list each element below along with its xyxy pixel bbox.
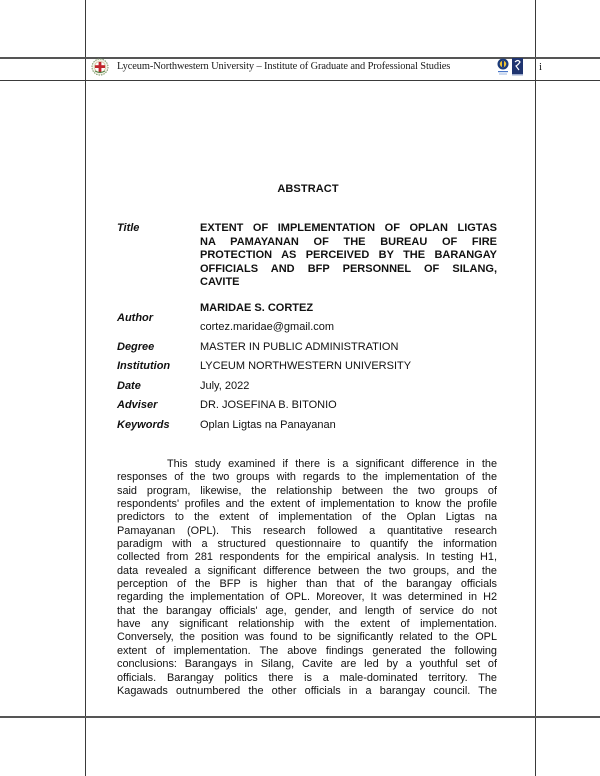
keywords-value: Oplan Ligtas na Panayanan [200, 419, 336, 431]
body-line: Kagawads outnumbered the other officials in a barangay council. The [117, 684, 497, 697]
institution-value: LYCEUM NORTHWESTERN UNIVERSITY [200, 360, 412, 372]
title-line: CAVITE [200, 276, 240, 289]
left-margin-line [85, 0, 86, 776]
body-line: regarding the implementation of OPL. Moreover, It was determined in H2 [117, 591, 497, 604]
page-number: i [539, 61, 543, 73]
header-logos [497, 57, 525, 77]
body-line: paradigm with a structured questionnaire to quantify the information [117, 538, 497, 551]
author-label: Author [117, 312, 154, 324]
footer-line [0, 716, 600, 718]
title-label: Title [117, 222, 140, 234]
body-line: Conversely, the position was found to be significantly related to the OPL [117, 631, 497, 644]
body-line: respondents' profiles and the extent of implementation to know the profile [117, 498, 497, 511]
date-value: July, 2022 [200, 380, 250, 392]
abstract-heading: ABSTRACT [277, 183, 339, 195]
date-label: Date [117, 380, 141, 392]
body-line: predictors to the extent of implementation of the Oplan Ligtas na [117, 511, 497, 524]
degree-label: Degree [117, 341, 155, 353]
body-line: officials. Barangay politics there is a male-dominated territory. The [117, 671, 497, 684]
body-line: responses of the two groups with regards to the implementation of the [117, 471, 497, 484]
body-line: This study examined if there is a significant difference in the [167, 458, 497, 470]
accreditation-badge-icon [512, 58, 523, 76]
title-line: EXTENT OF IMPLEMENTATION OF OPLAN LIGTAS [200, 222, 497, 234]
adviser-label: Adviser [117, 399, 158, 411]
header-bottom-line [0, 80, 600, 81]
body-line: perception of the BFP is higher than that of the barangay officials [117, 578, 497, 591]
title-line: PROTECTION AS PERCEIVED BY THE BARANGAY [200, 249, 497, 262]
author-email: cortez.maridae@gmail.com [200, 321, 335, 333]
abstract-body [117, 458, 497, 698]
title-line: NA PAMAYANAN OF THE BUREAU OF FIRE [200, 235, 497, 248]
author-name: MARIDAE S. CORTEZ [200, 302, 314, 314]
thesis-title [200, 222, 497, 290]
body-line: extent of implementation. The above findings generated the following [117, 644, 497, 657]
title-line: OFFICIALS AND BFP PERSONNEL OF SILANG, [200, 262, 497, 275]
institute-logo-icon [498, 59, 509, 75]
keywords-label: Keywords [117, 419, 170, 431]
body-line: Pamayanan (OPL). This research followed a quantitative research [117, 524, 497, 537]
body-line: have any significant relationship with the extent of implementation. [117, 618, 497, 631]
institution-header: Lyceum-Northwestern University – Institute of Graduate and Professional Studies [117, 61, 451, 72]
right-margin-line [535, 0, 536, 776]
body-line: that the barangay officials' age, gender, and length of service do not [117, 604, 497, 617]
institution-label: Institution [117, 360, 171, 372]
university-seal-icon [91, 58, 109, 76]
adviser-value: DR. JOSEFINA B. BITONIO [200, 399, 337, 411]
degree-value: MASTER IN PUBLIC ADMINISTRATION [200, 341, 399, 353]
body-line: collected from 281 respondents for the empirical analysis. In testing H1, [117, 551, 497, 564]
body-line: conclusions: Barangays in Silang, Cavite are led by a youthful set of [117, 658, 497, 671]
body-line: data revealed a significant difference between the two groups, and the [117, 564, 497, 577]
body-line: said program, likewise, the relationship between the two groups of [117, 484, 497, 497]
